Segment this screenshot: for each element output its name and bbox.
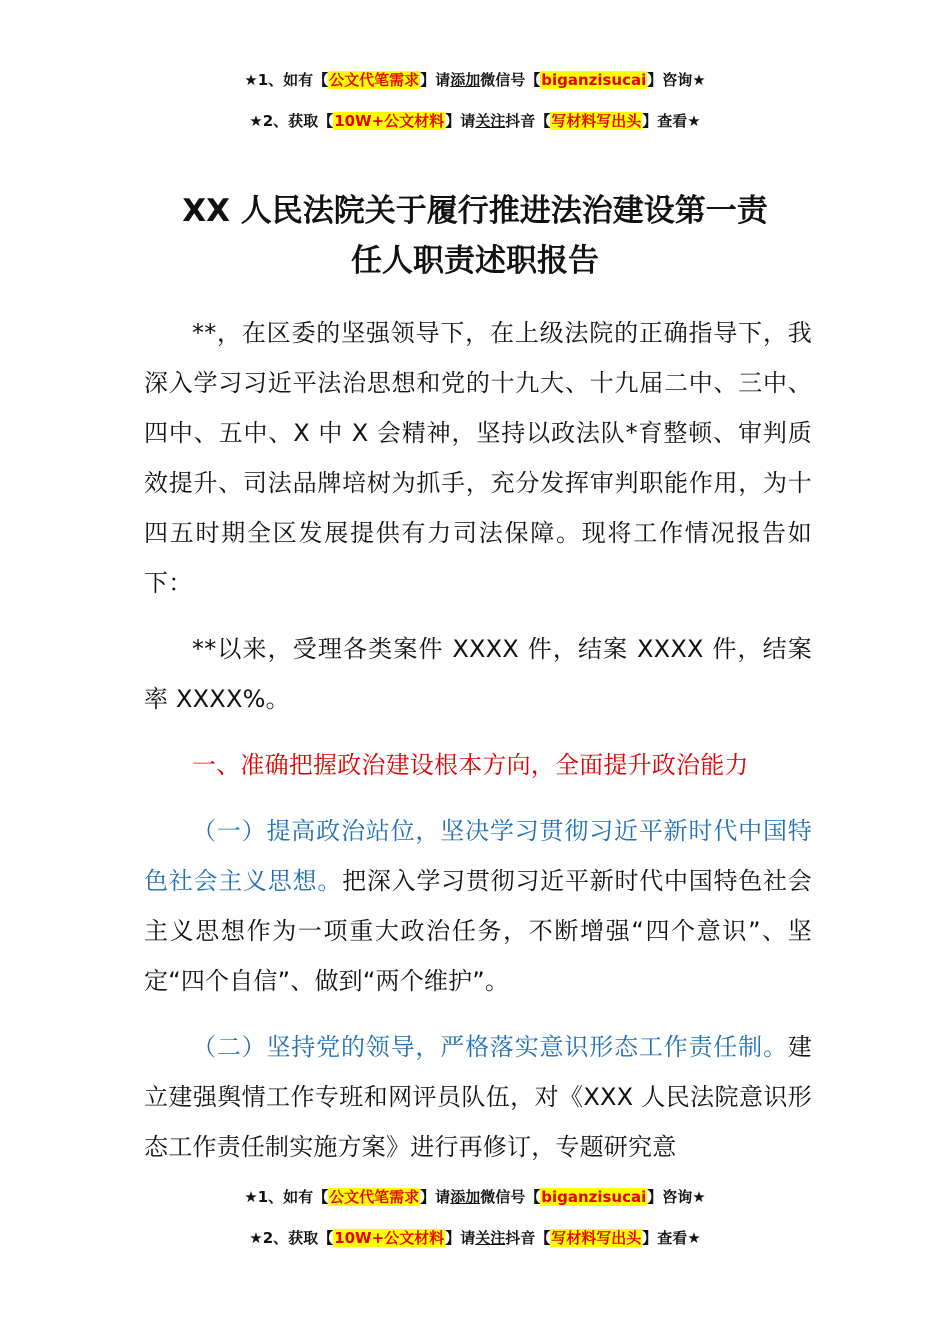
promo-text: 微信号【 — [480, 71, 541, 89]
subsection-2 — [144, 1022, 812, 1172]
subsection-1-heading: （一）提高政治站位，坚决学习贯彻习近平新时代中国特色社会主义思想。 — [144, 817, 812, 895]
promo-line-1 — [0, 69, 950, 91]
promo-text: ★2、获取【 — [249, 112, 334, 130]
section-heading-1: 一、准确把握政治建设根本方向，全面提升政治能力 — [192, 751, 749, 779]
case-stats-paragraph: **以来，受理各类案件 XXXX 件，结案 XXXX 件，结案率 XXXX%。 — [144, 635, 812, 713]
promo-highlight: 公文代笔需求 — [329, 1188, 420, 1206]
subsection-2-heading: （二）坚持党的领导，严格落实意识形态工作责任制。 — [192, 1033, 788, 1061]
promo-underline: 添加 — [450, 71, 481, 89]
promo-underline: 添加 — [450, 1188, 481, 1206]
promo-line-2 — [0, 1227, 950, 1249]
subsection-1 — [144, 806, 812, 1006]
promo-line-2 — [0, 110, 950, 132]
promo-text: 抖音【 — [505, 1229, 551, 1247]
promo-text: ★1、如有【 — [244, 1188, 329, 1206]
intro-paragraph: **，在区委的坚强领导下，在上级法院的正确指导下，我深入学习习近平法治思想和党的十九大、十九届二中、三中、四中、五中、X 中 X 会精神，坚持以政法队*育整顿、审判质效提升、司法品牌培树为抓手，充分发挥审判职能作用，为十四五时期全区发展提供有力司法保障。现将工作情况报告如下： — [144, 319, 812, 597]
promo-text: 】请 — [420, 1188, 451, 1206]
subsection-2-body: 建立建强舆情工作专班和网评员队伍，对《XXX 人民法院意识形态工作责任制实施方案》进行再修订，专题研究意 — [144, 1033, 812, 1161]
promo-text: 】查看★ — [642, 1229, 701, 1247]
promo-highlight: 公文代笔需求 — [329, 71, 420, 89]
promo-text: 】查看★ — [642, 112, 701, 130]
promo-text: 】咨询★ — [647, 1188, 706, 1206]
promo-text: 】请 — [445, 1229, 476, 1247]
promo-text: 】请 — [420, 71, 451, 89]
promo-underline: 关注 — [475, 112, 506, 130]
promo-text: ★2、获取【 — [249, 1229, 334, 1247]
title-line-2: 任人职责述职报告 — [351, 243, 599, 279]
promo-line-1 — [0, 1186, 950, 1208]
promo-text: 抖音【 — [505, 112, 551, 130]
document-body — [144, 308, 812, 1172]
document-title — [130, 186, 820, 286]
promo-banner-top — [0, 69, 950, 132]
promo-banner-bottom — [0, 1186, 950, 1249]
promo-text: 微信号【 — [480, 1188, 541, 1206]
promo-text: 】咨询★ — [647, 71, 706, 89]
promo-highlight: 写材料写出头 — [551, 112, 642, 130]
promo-underline: 关注 — [475, 1229, 506, 1247]
promo-highlight: 10W+公文材料 — [334, 1229, 445, 1247]
title-line-1: XX 人民法院关于履行推进法治建设第一责 — [182, 193, 768, 229]
promo-highlight: 写材料写出头 — [551, 1229, 642, 1247]
promo-highlight: 10W+公文材料 — [334, 112, 445, 130]
promo-highlight: biganzisucai — [541, 1188, 647, 1206]
promo-highlight: biganzisucai — [541, 71, 647, 89]
subsection-1-body: 把深入学习贯彻习近平新时代中国特色社会主义思想作为一项重大政治任务，不断增强“四个意识”、坚定“四个自信”、做到“两个维护”。 — [144, 867, 812, 995]
promo-text: ★1、如有【 — [244, 71, 329, 89]
promo-text: 】请 — [445, 112, 476, 130]
